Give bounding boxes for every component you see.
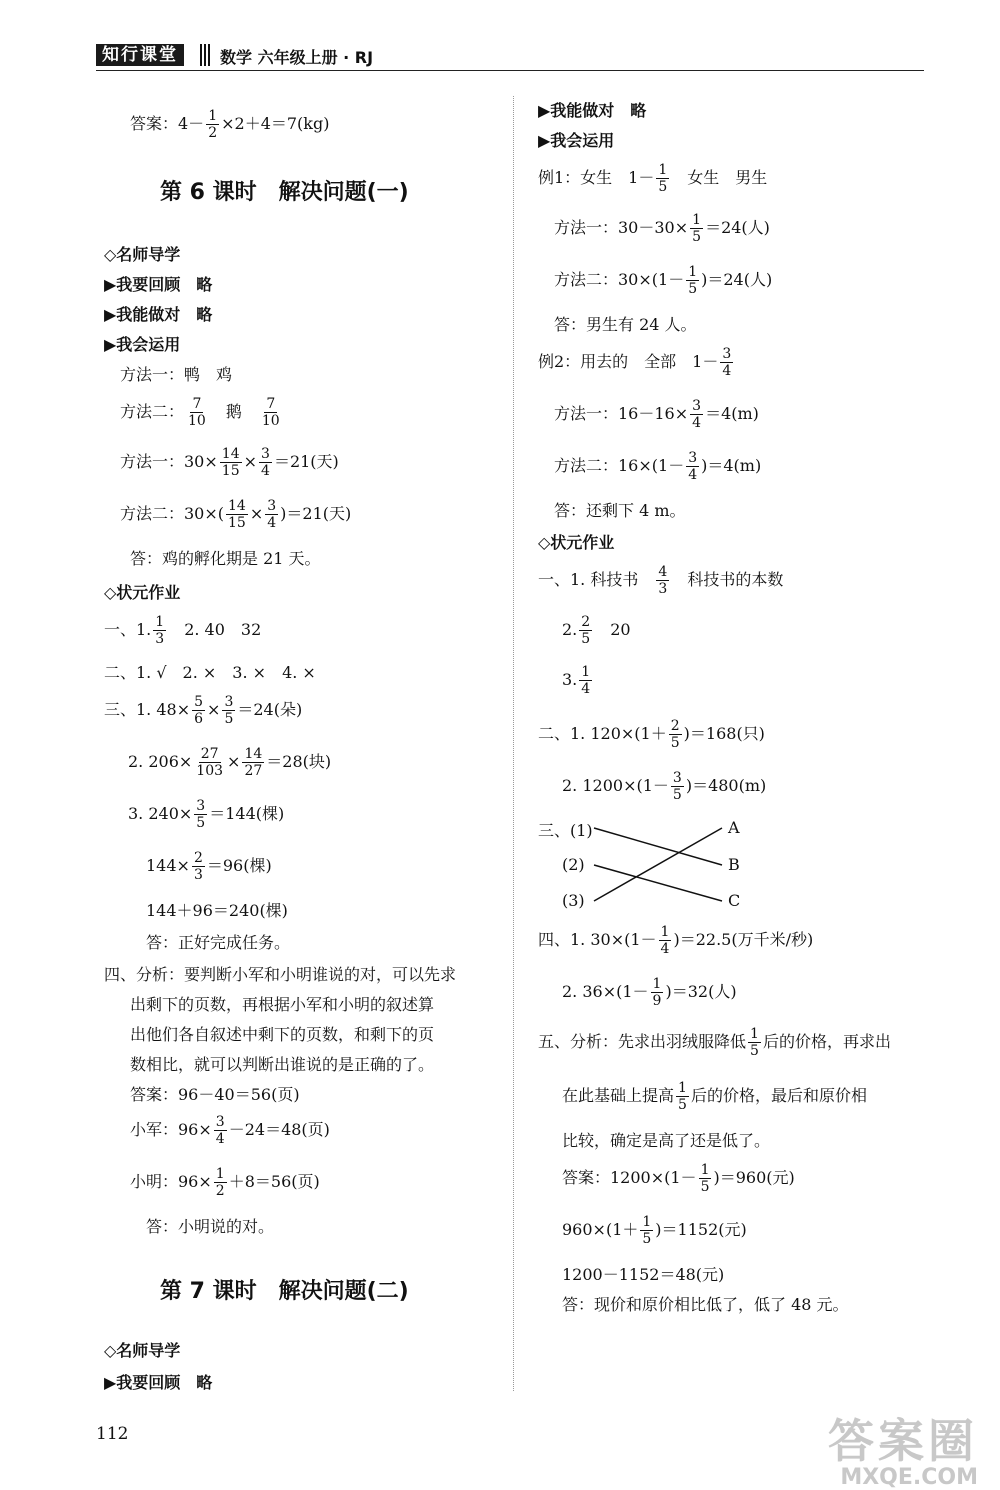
example-line: 方法二：30×(1－ $\frac{1}{5}$ )＝24(人)	[554, 264, 773, 297]
answer-line: 答：鸡的孵化期是 21 天。	[130, 549, 321, 568]
answer-line: 答：男生有 24 人。	[554, 315, 697, 334]
match-line-2-c	[594, 865, 722, 901]
matching-label-3: (3)	[562, 891, 585, 910]
example-line: 方法一：30－30× $\frac{1}{5}$ ＝24(人)	[554, 212, 770, 245]
homework-line: 三、1. 48× $\frac{5}{6}$ × $\frac{3}{5}$ ＝24(朵)	[104, 694, 303, 727]
homework-line: 3. 240× $\frac{3}{5}$ ＝144(棵)	[128, 798, 285, 831]
analysis-line: 出他们各自叙述中剩下的页数，和剩下的页	[130, 1025, 435, 1044]
practice-item: ▶我能做对 略	[104, 305, 213, 324]
answer-line: 答案：4－ $\frac{1}{2}$ ×2＋4＝7(kg)	[130, 108, 330, 141]
analysis-line: 小明：96× $\frac{1}{2}$ ＋8＝56(页)	[130, 1166, 320, 1199]
practice-item: ▶我能做对 略	[538, 101, 647, 120]
homework-line: 2. 36×(1－ $\frac{1}{9}$ )＝32(人)	[562, 976, 737, 1009]
method-line: 方法二： $\frac{7}{10}$ 鹅 $\frac{7}{10}$	[120, 396, 280, 429]
homework-line: 一、1. $\frac{1}{3}$ 2. 40 32	[104, 614, 262, 647]
analysis-line: 1200－1152＝48(元)	[562, 1265, 725, 1284]
page-number: 112	[96, 1424, 129, 1444]
matching-label-a: A	[728, 818, 740, 837]
analysis-line: 五、分析：先求出羽绒服降低 $\frac{1}{5}$ 后的价格，再求出	[538, 1026, 891, 1059]
example-line: 方法一：16－16× $\frac{3}{4}$ ＝4(m)	[554, 398, 759, 431]
homework-line: 144＋96＝240(棵)	[146, 901, 288, 920]
homework-line: 一、1. 科技书 $\frac{4}{3}$ 科技书的本数	[538, 564, 784, 597]
analysis-line: 数相比，就可以判断出谁说的是正确的了。	[130, 1055, 435, 1074]
page-header	[96, 42, 924, 71]
apply-item: ▶我会运用	[538, 131, 615, 150]
section-guide: ◇名师导学	[104, 245, 181, 264]
matching-label-b: B	[728, 855, 740, 874]
review-item: ▶我要回顾 略	[104, 275, 213, 294]
method-line: 方法二：30×( $\frac{14}{15}$ × $\frac{3}{4}$ )＝21(天)	[120, 498, 352, 531]
analysis-line: 960×(1＋ $\frac{1}{5}$ )＝1152(元)	[562, 1214, 747, 1247]
book-logo: 知行课堂	[96, 44, 184, 66]
section-homework: ◇状元作业	[104, 583, 181, 602]
watermark-logo: 答案圈	[828, 1414, 978, 1468]
homework-line: 2. 1200×(1－ $\frac{3}{5}$ )＝480(m)	[562, 770, 767, 803]
matching-lines	[592, 820, 732, 910]
analysis-line: 在此基础上提高 $\frac{1}{5}$ 后的价格，最后和原价相	[562, 1080, 867, 1113]
answer-line: 答：现价和原价相比低了，低了 48 元。	[562, 1295, 849, 1314]
example-line: 方法二：16×(1－ $\frac{3}{4}$ )＝4(m)	[554, 450, 762, 483]
example-line: 例1：女生 1－ $\frac{1}{5}$ 女生 男生	[538, 162, 768, 195]
lesson-6-title: 第 6 课时 解决问题(一)	[160, 180, 409, 205]
lesson-7-title: 第 7 课时 解决问题(二)	[160, 1279, 409, 1304]
match-line-3-a	[594, 828, 722, 901]
homework-line: 二、1. √ 2. × 3. × 4. ×	[104, 663, 316, 682]
header-title: 数学 六年级上册 · RJ	[220, 48, 374, 67]
method-line: 方法一：鸭 鸡	[120, 365, 233, 384]
homework-line: 四、1. 30×(1－ $\frac{1}{4}$ )＝22.5(万千米/秒)	[538, 924, 814, 957]
section-guide: ◇名师导学	[104, 1341, 181, 1360]
review-item: ▶我要回顾 略	[104, 1373, 213, 1392]
matching-label-c: C	[728, 891, 741, 910]
homework-line: 144× $\frac{2}{3}$ ＝96(棵)	[146, 850, 272, 883]
watermark-url: MXQE.COM	[840, 1465, 978, 1490]
homework-line: 二、1. 120×(1＋ $\frac{2}{5}$ )＝168(只)	[538, 718, 765, 751]
homework-line: 2. $\frac{2}{5}$ 20	[562, 614, 631, 647]
apply-item: ▶我会运用	[104, 335, 181, 354]
analysis-line: 出剩下的页数，再根据小军和小明的叙述算	[130, 995, 435, 1014]
homework-line: 2. 206× $\frac{27}{103}$ × $\frac{14}{27}$ ＝28(块)	[128, 746, 332, 779]
analysis-line: 小军：96× $\frac{3}{4}$ －24＝48(页)	[130, 1114, 330, 1147]
homework-line: 答：正好完成任务。	[146, 933, 291, 952]
answer-line: 答：还剩下 4 m。	[554, 501, 686, 520]
homework-line: 3. $\frac{1}{4}$	[562, 664, 591, 697]
analysis-line: 四、分析：要判断小军和小明谁说的对，可以先求	[104, 965, 457, 984]
section-homework: ◇状元作业	[538, 533, 615, 552]
analysis-line: 答案：1200×(1－ $\frac{1}{5}$ )＝960(元)	[562, 1162, 795, 1195]
matching-label-2: (2)	[562, 855, 585, 874]
method-line: 方法一：30× $\frac{14}{15}$ × $\frac{3}{4}$ ＝21(天)	[120, 446, 339, 479]
match-line-1-b	[594, 828, 722, 865]
analysis-line: 比较，确定是高了还是低了。	[562, 1131, 771, 1150]
example-line: 例2：用去的 全部 1－ $\frac{3}{4}$	[538, 346, 732, 379]
answer-line: 答：小明说的对。	[146, 1217, 275, 1236]
analysis-line: 答案：96－40＝56(页)	[130, 1085, 300, 1104]
watermark	[828, 1405, 978, 1490]
matching-label-1: 三、(1)	[538, 821, 593, 840]
logo-bars-decoration	[200, 44, 212, 66]
column-divider	[513, 96, 514, 1391]
